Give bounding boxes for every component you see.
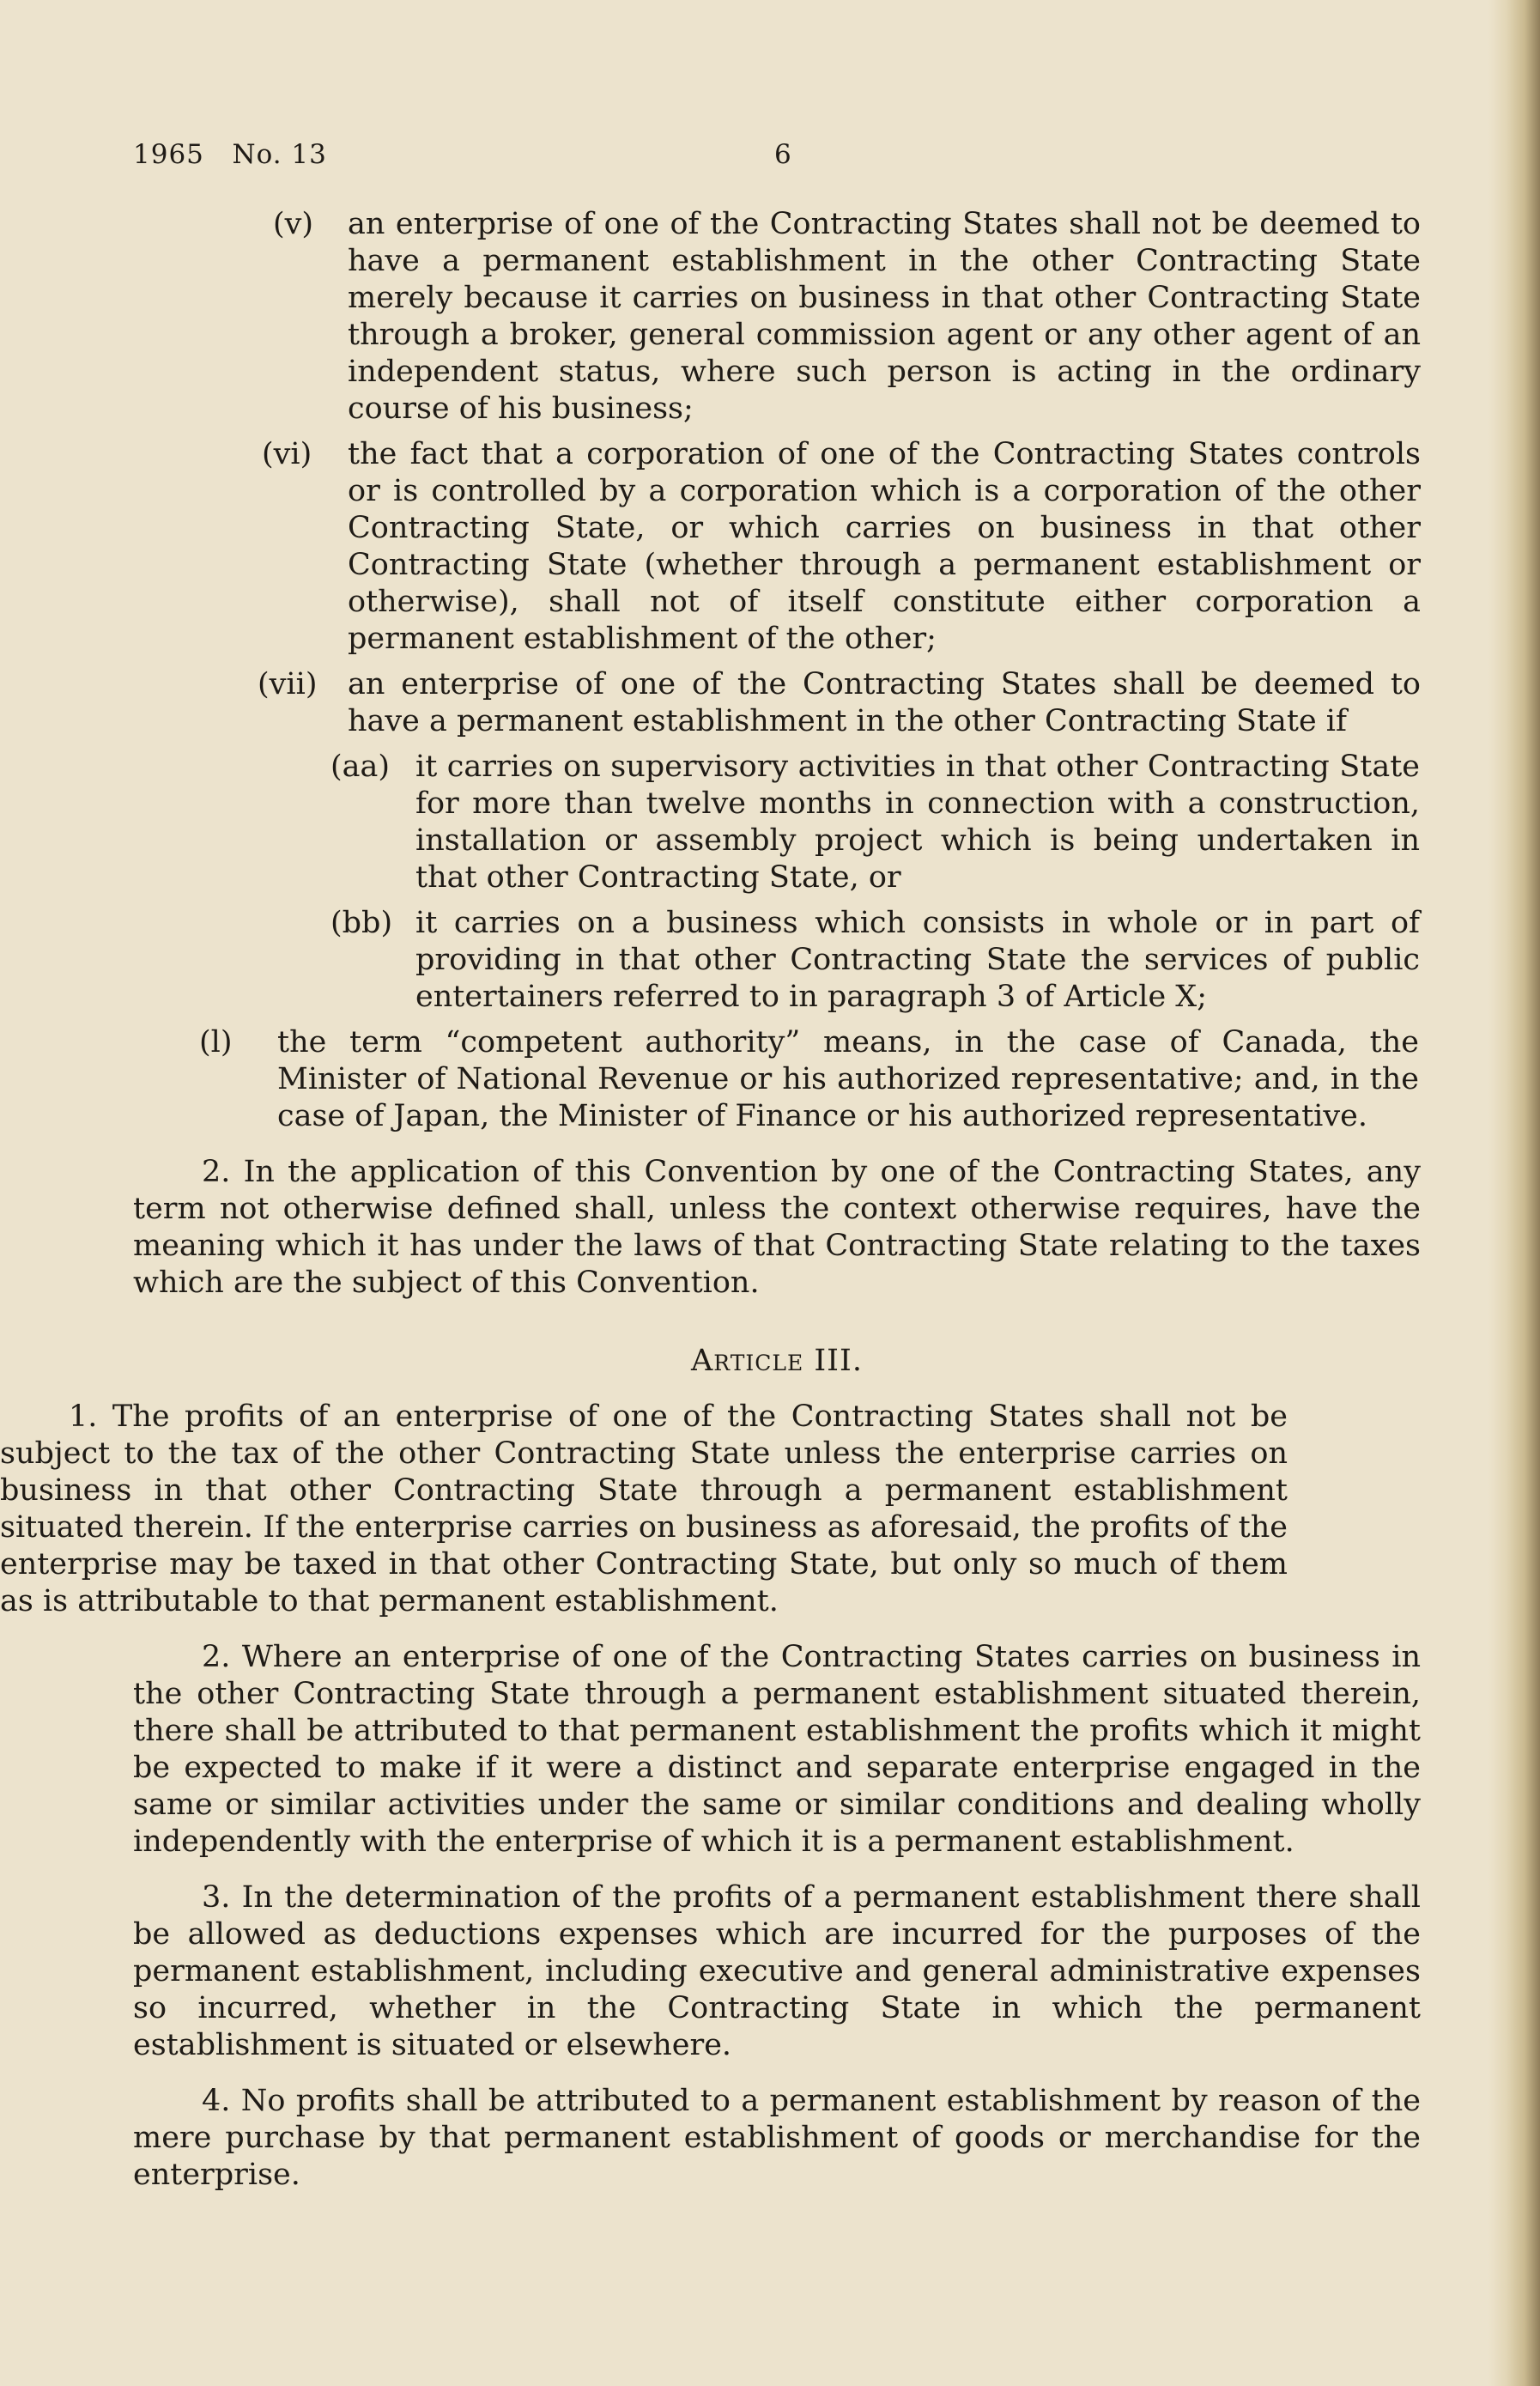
subclause-text: it carries on a business which consists in whole or in part of providing in that other Contracting State the services of public entertainers referred to in paragraph 3 of Article X; xyxy=(415,906,1420,1014)
clause-label: (v) xyxy=(273,207,314,241)
subclause-text: it carries on supervisory activities in that other Contracting State for more than twelve months in connection with a construction, installation or assembly project which is being undertaken in that other Contracting State, or xyxy=(415,750,1420,895)
clause-vii xyxy=(0,666,1494,740)
subclause-bb xyxy=(0,905,1494,1016)
page-binding-edge xyxy=(1488,0,1540,2386)
clause-vi xyxy=(0,436,1494,658)
clause-v xyxy=(0,206,1494,428)
article-heading: Article III. xyxy=(691,1344,863,1378)
article-paragraph-2: 2. Where an enterprise of one of the Contracting States carries on business in the other Contracting State through a permanent establishment situated therein, there shall be attributed to that permanent establishment the profits which it might be expected to make if it were a distinct and separate enterprise engaged in the same or similar activities under the same or similar conditions and dealing wholly independently with the enterprise of which it is a permanent establishment. xyxy=(133,1640,1421,1859)
document-body xyxy=(0,206,1494,2194)
year-and-number: 1965 No. 13 xyxy=(133,139,327,170)
clause-label: (l) xyxy=(199,1025,233,1059)
article-paragraph-4: 4. No profits shall be attributed to a permanent establishment by reason of the mere purchase by that permanent establishment of goods or merchandise for the enterprise. xyxy=(133,2084,1421,2192)
clause-label: (vi) xyxy=(262,437,312,471)
article-paragraph-3: 3. In the determination of the profits of a permanent establishment there shall be allowed as deductions expenses which are incurred for the purposes of the permanent establishment, including executive and general administrative expenses so incurred, whether in the Contracting State in which the permanent establishment is situated or elsewhere. xyxy=(133,1880,1421,2062)
article-paragraph-1: 1. The profits of an enterprise of one of the Contracting States shall not be subject to the tax of the other Contracting State unless the enterprise carries on business in that other Contracting State through a permanent establishment situated therein. If the enterprise carries on business as aforesaid, the profits of the enterprise may be taxed in that other Contracting State, but only so much of them as is attributable to that permanent establishment. xyxy=(0,1399,1288,1618)
page-number: 6 xyxy=(774,139,792,170)
paragraph-2: 2. In the application of this Convention by one of the Contracting States, any term not otherwise defined shall, unless the context otherwise requires, have the meaning which it has under the laws of that Contracting State relating to the taxes which are the subject of this Convention. xyxy=(133,1155,1421,1300)
clause-text: an enterprise of one of the Contracting States shall be deemed to have a permanent establishment in the other Contracting State if xyxy=(348,667,1421,738)
subclause-aa xyxy=(0,749,1494,896)
subclause-label: (bb) xyxy=(330,906,393,940)
clause-text: the term “competent authority” means, in the case of Canada, the Minister of National Revenue or his authorized representative; and, in the case of Japan, the Minister of Finance or his authorized representative. xyxy=(277,1025,1419,1133)
clause-l xyxy=(0,1024,1494,1135)
clause-text: the fact that a corporation of one of the Contracting States controls or is controlled by a corporation which is a corporation of the other Contracting State, or which carries on business in that other Contracting State (whether through a permanent establishment or otherwise), shall not of itself constitute either corporation a permanent establishment of the other; xyxy=(348,437,1421,656)
clause-label: (vii) xyxy=(258,667,318,701)
subclause-label: (aa) xyxy=(330,750,391,784)
clause-text: an enterprise of one of the Contracting States shall not be deemed to have a permanent establishment in the other Contracting State merely because it carries on business in that other Contracting State through a broker, general commission agent or any other agent of an independent status, where such person is acting in the ordinary course of his business; xyxy=(348,207,1421,426)
